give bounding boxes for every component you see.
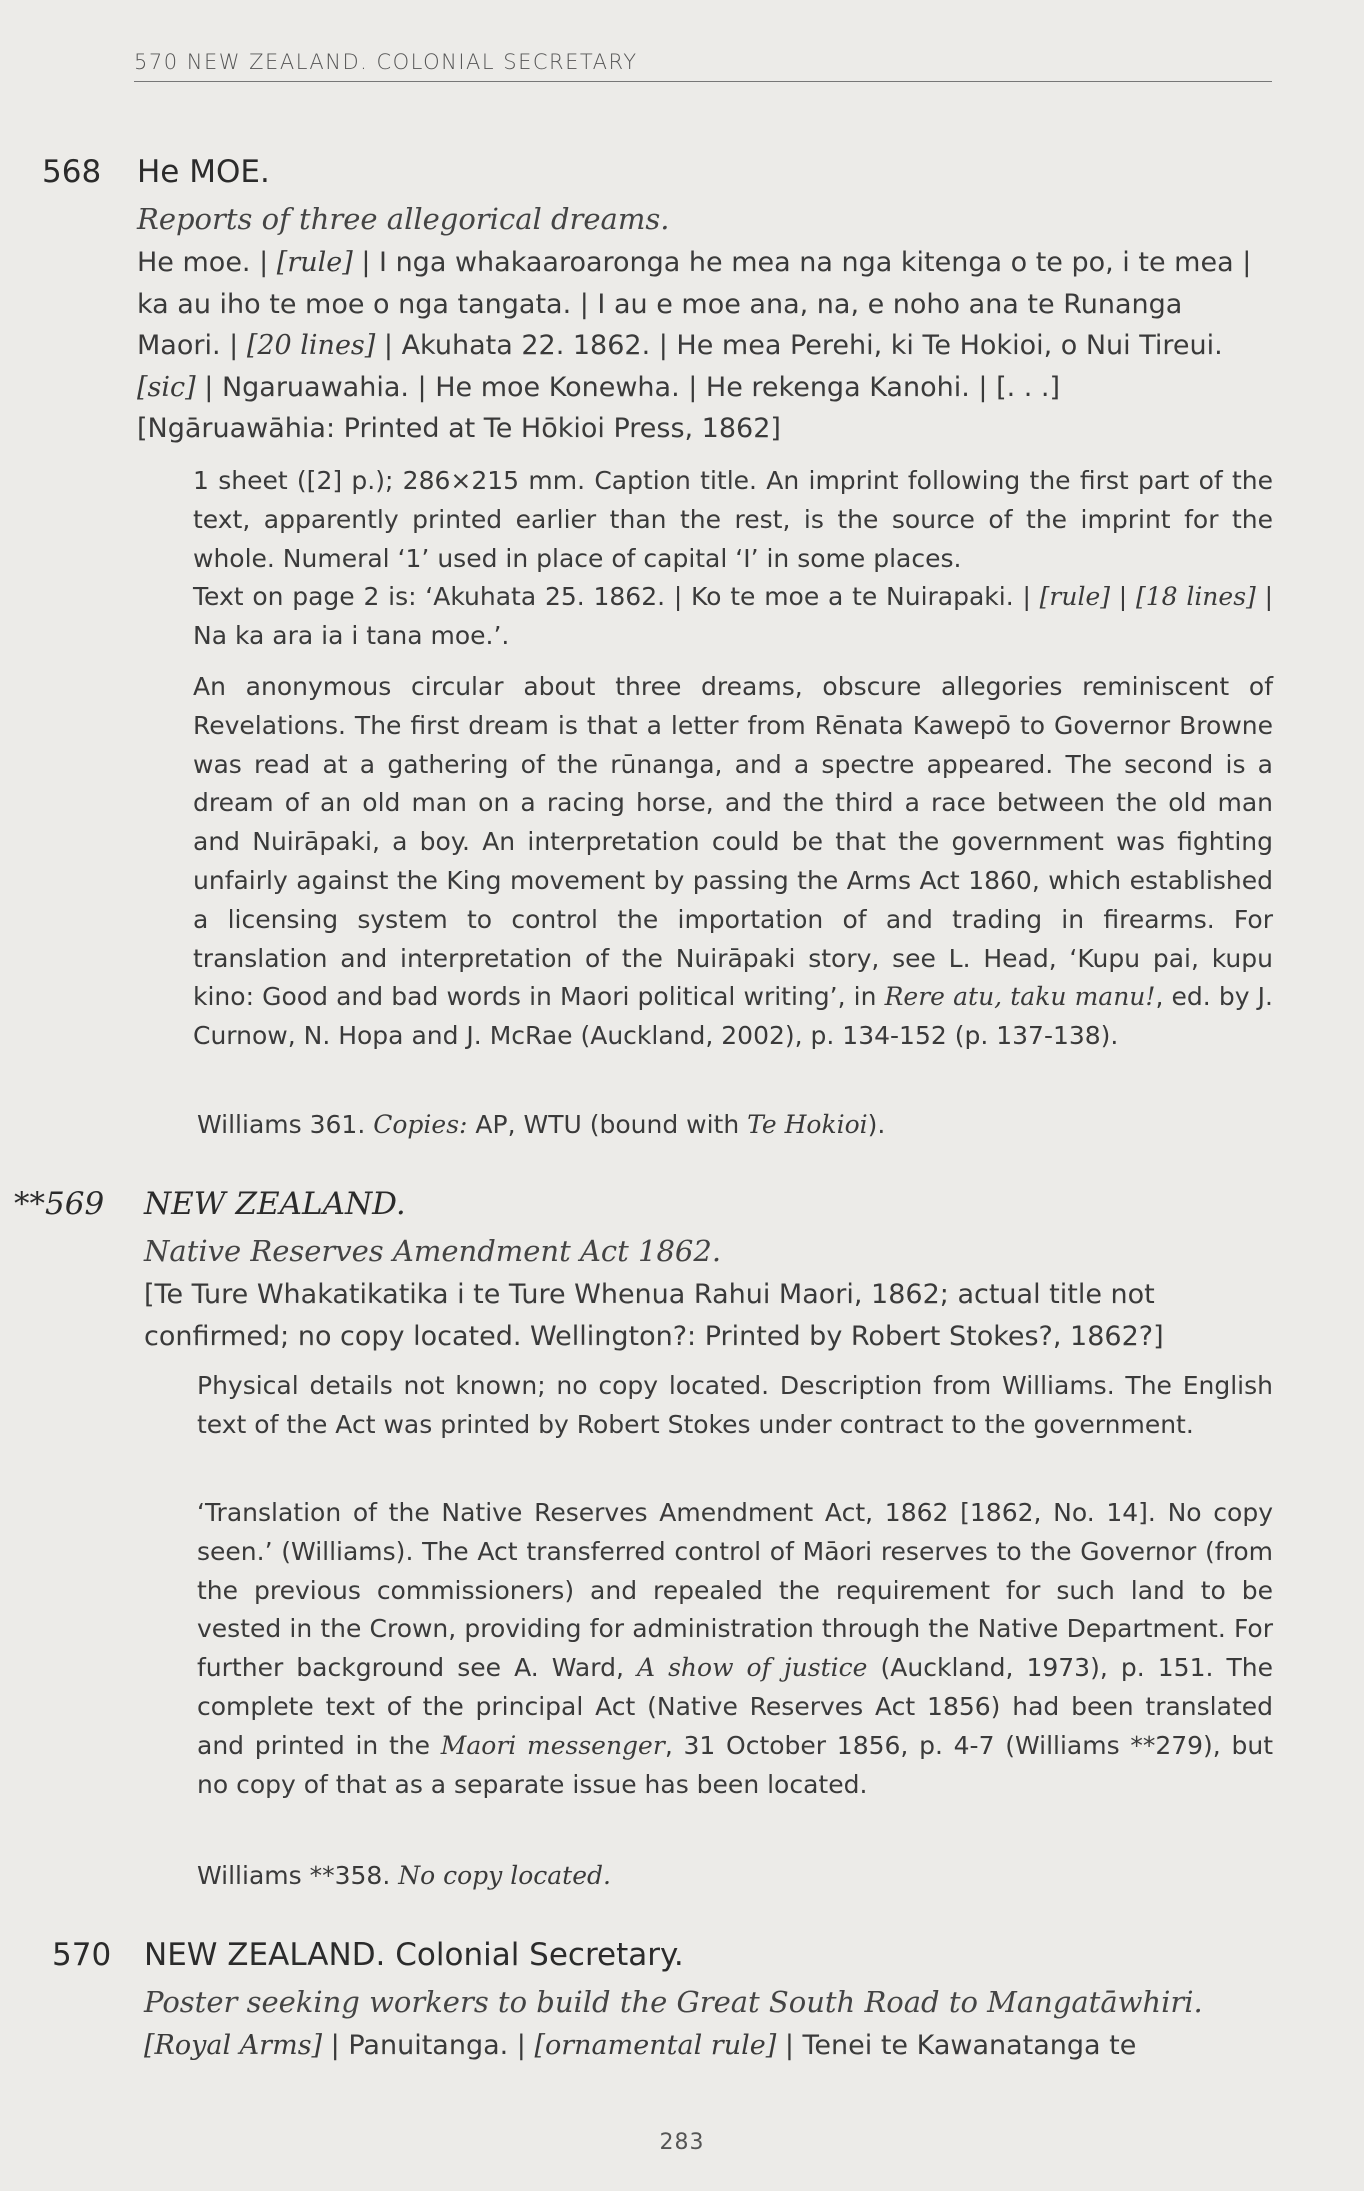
entry-568-transcript: He moe. | [rule] | I nga whakaaroaronga he mea na nga kitenga o te po, i te mea | ka au iho te moe o nga tangata. | I au e moe ana, na, e noho ana te Runanga Maori. | [20 lines] | Akuhata 22. 1862. | He mea Perehi, ki Te Hokioi, o Nui Tireui. [sic] | Ngaruawahia. | He moe Konewha. | He rekenga Kanohi. | [. . .] [Ngāruawāhia: Printed at Te Hōkioi Press, 1862] [137,247,1252,444]
entry-569-heading: NEW ZEALAND. [144,1186,406,1222]
entry-570-heading: NEW ZEALAND. Colonial Secretary. [144,1937,684,1973]
page-number: 283 [659,2130,705,2155]
entry-569-number: **569 [14,1186,105,1222]
entry-569-physical-description: Physical details not known; no copy located. Description from Williams. The English text of the Act was printed by Robert Stokes under contract to the government. [197,1371,1273,1439]
entry-570-transcript: [Royal Arms] | Panuitanga. | [ornamental rule] | Tenei te Kawanatanga te [144,2030,1137,2061]
entry-568-note: An anonymous circular about three dreams, obscure allegories reminiscent of Revelations. The first dream is that a letter from Rēnata Kawepō to Governor Browne was read at a gathering of the rūnanga, and a spectre appeared. The second is a dream of an old man on a racing horse, and the third a race between the old man and Nuirāpaki, a boy. An interpretation could be that the government was fighting unfairly against the King movement by passing the Arms Act 1860, which established a licensing system to control the importation of and trading in firearms. For translation and interpretation of the Nuirāpaki story, see L. Head, ‘Kupu pai, kupu kino: Good and bad words in Maori political writing’, in Rere atu, taku manu!, ed. by J. Curnow, N. Hopa and J. McRae (Auckland, 2002), p. 134-152 (p. 137-138). [193,672,1273,1051]
entry-568-physical-description: 1 sheet ([2] p.); 286×215 mm. Caption title. An imprint following the first part of the text, apparently printed earlier than the rest, is the source of the imprint for the whole. Numeral ‘1’ used in place of capital ‘I’ in some places. Text on page 2 is: ‘Akuhata 25. 1862. | Ko te moe a te Nuirapaki. | [rule] | [18 lines] | Na ka ara ia i tana moe.’. [193,466,1273,651]
entry-569-transcript: [Te Ture Whakatikatika i te Ture Whenua Rahui Maori, 1862; actual title not confirmed; no copy located. Wellington?: Printed by Robert Stokes?, 1862?] [144,1279,1164,1352]
entry-568-title: Reports of three allegorical dreams. [137,202,670,236]
entry-568-number: 568 [42,154,102,190]
entry-568-heading: He MOE. [137,154,270,190]
entry-570-title: Poster seeking workers to build the Great South Road to Mangatāwhiri. [144,1985,1203,2019]
entry-568-references: Williams 361. Copies: AP, WTU (bound with Te Hokioi). [197,1110,886,1139]
entry-569-title: Native Reserves Amendment Act 1862. [144,1234,722,1268]
header-rule [134,81,1272,82]
entry-570-number: 570 [52,1937,112,1973]
running-head: 570 NEW ZEALAND. COLONIAL SECRETARY [134,50,638,74]
entry-569-note: ‘Translation of the Native Reserves Amendment Act, 1862 [1862, No. 14]. No copy seen.’ (Williams). The Act transferred control of Māori reserves to the Governor (from the previous commissioners) and repealed the requirement for such land to be vested in the Crown, providing for administration through the Native Department. For further background see A. Ward, A show of justice (Auckland, 1973), p. 151. The complete text of the principal Act (Native Reserves Act 1856) had been translated and printed in the Maori messenger, 31 October 1856, p. 4-7 (Williams **279), but no copy of that as a separate issue has been located. [197,1498,1273,1799]
entry-569-references: Williams **358. No copy located. [197,1861,611,1890]
